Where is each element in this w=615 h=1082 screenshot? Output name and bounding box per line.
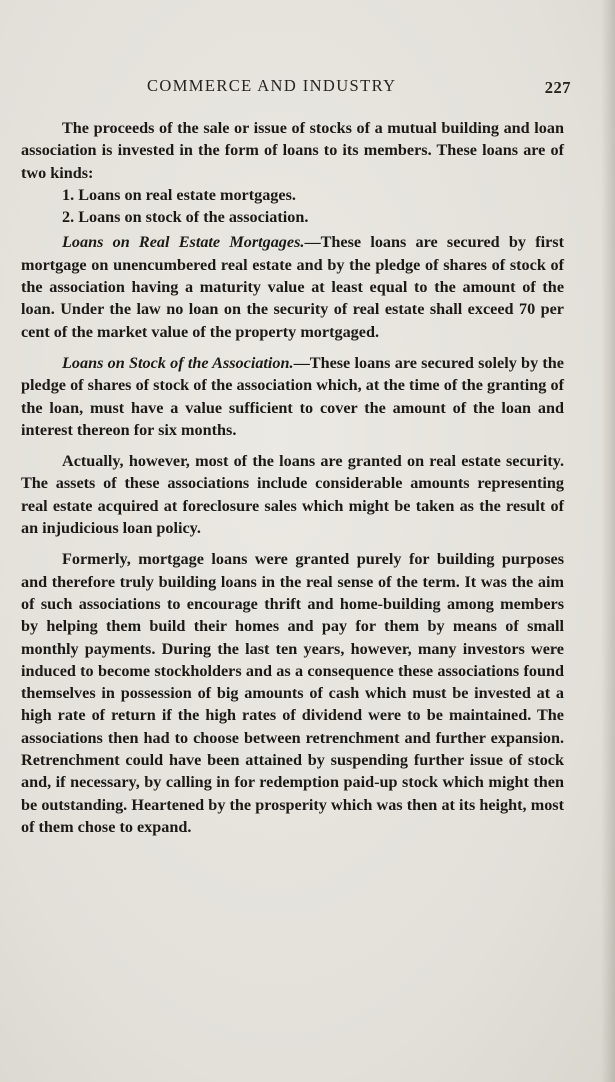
section-lead-real-estate: Loans on Real Estate Mortgages. (62, 233, 305, 252)
paragraph-real-estate-mortgages (21, 231, 564, 342)
section-lead-stock: Loans on Stock of the Association. (62, 353, 294, 372)
paragraph-text-real-estate: —These loans are secured by first mortgage on unencumbered real estate and by the pledge of shares of stock of the association having a maturity value at least equal to the amount of the loan. Under the law no loan on the security of real estate shall exceed 70 per cent of the market value of the property mortgaged. (21, 233, 564, 341)
body-text (21, 117, 564, 838)
page-header (147, 76, 571, 100)
page-edge-shadow (601, 0, 615, 1082)
paragraph-stock-association (21, 352, 564, 441)
paragraph-actual-loans: Actually, however, most of the loans are granted on real estate security. The assets of these associations include considerable amounts representing real estate acquired at foreclosure sales which might be taken as the result of an injudicious loan policy. (21, 452, 564, 538)
list-item-stock: 2. Loans on stock of the association. (62, 208, 309, 227)
paragraph-intro: The proceeds of the sale or issue of stocks of a mutual building and loan association is invested in the form of loans to its members. These loans are of two kinds: (21, 119, 564, 182)
running-head: COMMERCE AND INDUSTRY (147, 76, 397, 95)
paragraph-text-stock: —These loans are secured solely by the pledge of shares of stock of the association which, at the time of the granting of the loan, must have a value sufficient to cover the amount of the loan and interest thereon for six months. (21, 353, 564, 439)
page-number: 227 (544, 78, 571, 97)
list-item-real-estate: 1. Loans on real estate mortgages. (62, 185, 296, 204)
paragraph-formerly: Formerly, mortgage loans were granted purely for building purposes and therefore truly building loans in the real sense of the term. It was the aim of such associations to encourage thrift and home-building among members by helping them build their homes and pay for them by means of small monthly payments. During the last ten years, however, many investors were induced to become stockholders and as a consequence these associations found themselves in possession of big amounts of cash which must be invested at a high rate of return if the high rates of dividend were to be maintained. The associations then had to choose between retrenchment and further expansion. Retrenchment could have been attained by suspending further issue of stock and, if necessary, by calling in for redemption paid-up stock which might then be outstanding. Heartened by the prosperity which was then at its height, most of them chose to expand. (21, 550, 564, 836)
